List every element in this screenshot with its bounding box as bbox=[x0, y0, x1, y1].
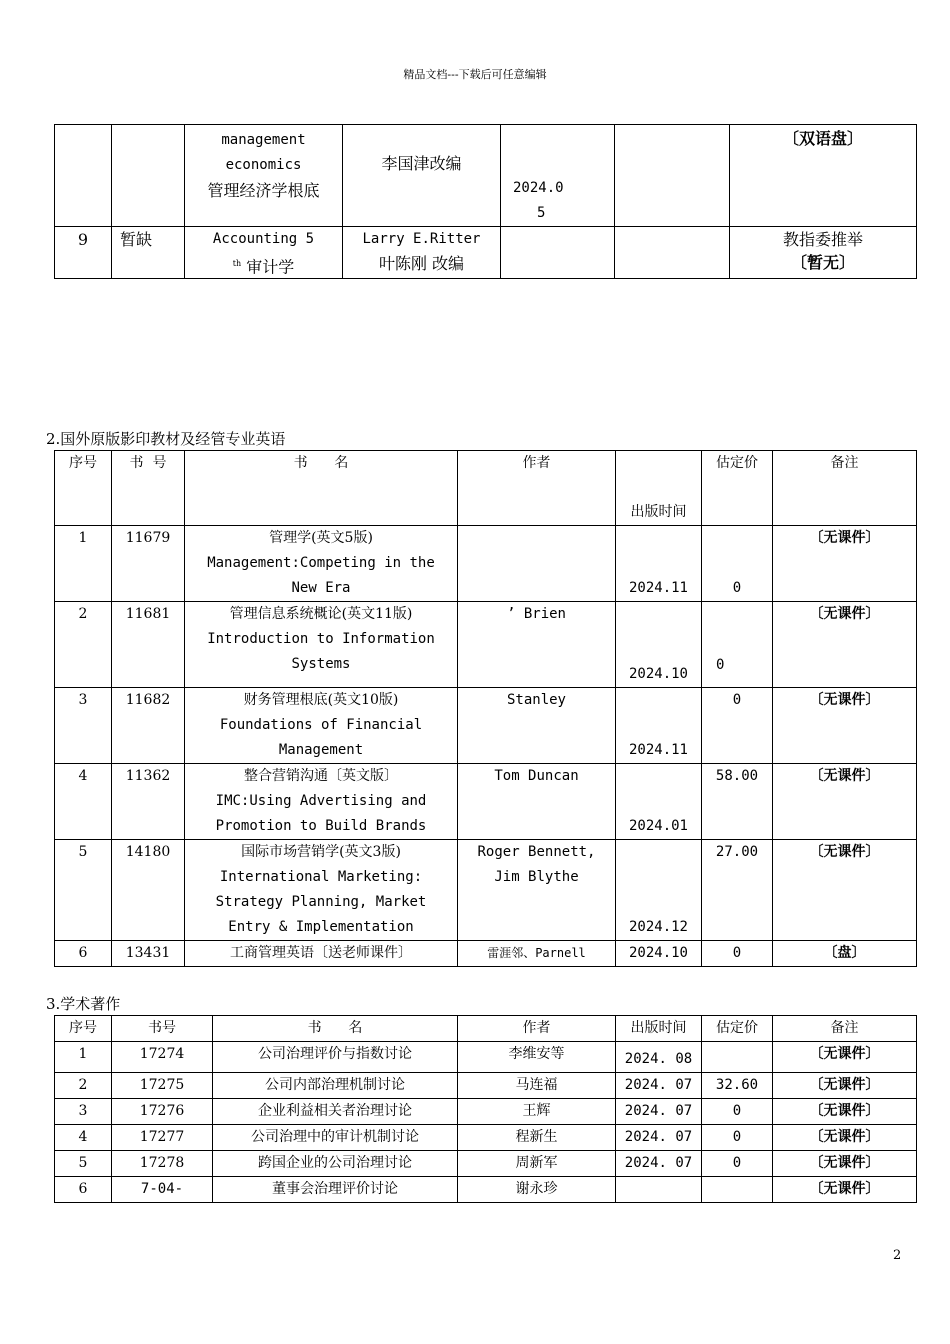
cell-author bbox=[458, 688, 616, 764]
cell-title bbox=[185, 526, 458, 602]
table-row bbox=[55, 840, 917, 941]
cell-isbn: 17274 bbox=[112, 1042, 213, 1073]
cell-date bbox=[616, 526, 702, 602]
title-cn: 财务管理根底(英文10版) bbox=[243, 692, 399, 708]
cell-price bbox=[702, 941, 773, 967]
cell-no: 6 bbox=[55, 941, 112, 967]
date-line: 2024.0 bbox=[513, 180, 564, 196]
date-text: 2024. 08 bbox=[624, 1051, 693, 1067]
isbn-text: 7-04- bbox=[140, 1181, 184, 1197]
cell-price bbox=[702, 688, 773, 764]
cell-isbn: 11679 bbox=[112, 526, 185, 602]
author-line: Larry E.Ritter bbox=[362, 231, 481, 247]
table-row bbox=[55, 125, 917, 227]
table-row bbox=[55, 1151, 917, 1177]
section-title: 2.国外原版影印教材及经管专业英语 bbox=[46, 430, 286, 448]
cell-note: 〔盘〕 bbox=[773, 941, 917, 967]
title-cn: 整合营销沟通〔英文版〕 bbox=[244, 768, 398, 784]
page-number: 2 bbox=[893, 1248, 902, 1263]
title-en: Entry & Implementation bbox=[228, 919, 414, 935]
note-line: 〔暂无〕 bbox=[790, 253, 855, 272]
title-superscript: th bbox=[232, 259, 242, 268]
cell-author: 马连福 bbox=[458, 1073, 616, 1099]
cell-title: 公司治理评价与指数讨论 bbox=[213, 1042, 458, 1073]
cell-title: 公司治理中的审计机制讨论 bbox=[213, 1125, 458, 1151]
date-text: 2024. 07 bbox=[624, 1103, 693, 1119]
cell-price bbox=[702, 1099, 773, 1125]
cell-no: 4 bbox=[55, 764, 112, 840]
cell-no: 2 bbox=[55, 602, 112, 688]
cell-date bbox=[616, 688, 702, 764]
table-row bbox=[55, 1073, 917, 1099]
cell-isbn: 11681 bbox=[112, 602, 185, 688]
header-no: 序号 bbox=[55, 451, 112, 526]
cell-note: 〔无课件〕 bbox=[773, 1042, 917, 1073]
author-text: 李国津改编 bbox=[381, 154, 462, 173]
cell-isbn: 17278 bbox=[112, 1151, 213, 1177]
header-isbn: 书 号 bbox=[112, 451, 185, 526]
cell-isbn bbox=[112, 1177, 213, 1203]
cell-date bbox=[616, 1125, 702, 1151]
section-title: 3.学术著作 bbox=[46, 995, 121, 1013]
table-row bbox=[55, 1042, 917, 1073]
cell-author bbox=[343, 125, 501, 227]
cell-no: 9 bbox=[55, 227, 112, 279]
title-cn: 管理学(英文5版) bbox=[269, 530, 373, 546]
cell-author bbox=[458, 602, 616, 688]
cell-title bbox=[185, 125, 343, 227]
note-line: 教指委推举 bbox=[782, 230, 863, 249]
author-line: 叶陈刚 改编 bbox=[378, 254, 465, 273]
cell-no: 2 bbox=[55, 1073, 112, 1099]
table-row bbox=[55, 1177, 917, 1203]
cell-date bbox=[616, 840, 702, 941]
title-en: New Era bbox=[291, 580, 351, 596]
cell-isbn: 17276 bbox=[112, 1099, 213, 1125]
cell-author: 周新军 bbox=[458, 1151, 616, 1177]
cell-isbn: 17277 bbox=[112, 1125, 213, 1151]
cell-isbn bbox=[112, 125, 185, 227]
title-en: Strategy Planning, Market bbox=[215, 894, 427, 910]
cell-author bbox=[458, 764, 616, 840]
date-text: 2024. 07 bbox=[624, 1077, 693, 1093]
table-row bbox=[55, 1099, 917, 1125]
title-text: Accounting 5 bbox=[212, 231, 315, 247]
cell-price bbox=[702, 602, 773, 688]
header-note: 备注 bbox=[773, 451, 917, 526]
cell-note: 〔无课件〕 bbox=[773, 1073, 917, 1099]
table-header-row bbox=[55, 1016, 917, 1042]
continued-book-table bbox=[54, 124, 917, 279]
price-text: 27.00 bbox=[715, 844, 759, 860]
cell-no: 3 bbox=[55, 688, 112, 764]
cell-title bbox=[185, 688, 458, 764]
title-en: Foundations of Financial bbox=[219, 717, 423, 733]
cell-isbn: 13431 bbox=[112, 941, 185, 967]
cell-title bbox=[185, 840, 458, 941]
cell-author bbox=[458, 840, 616, 941]
cell-author: 王辉 bbox=[458, 1099, 616, 1125]
note-text: 〔双语盘〕 bbox=[782, 129, 863, 148]
cell-title: 公司内部治理机制讨论 bbox=[213, 1073, 458, 1099]
header-price: 估定价 bbox=[702, 1016, 773, 1042]
cell-title: 工商管理英语〔送老师课件〕 bbox=[185, 941, 458, 967]
price-text: 0 bbox=[732, 1129, 742, 1145]
title-text: 审计学 bbox=[241, 257, 295, 277]
title-line: 管理经济学根底 bbox=[207, 181, 320, 200]
cell-date bbox=[616, 602, 702, 688]
cell-no: 3 bbox=[55, 1099, 112, 1125]
price-text: 0 bbox=[732, 945, 742, 961]
date-text: 2024.11 bbox=[628, 580, 688, 596]
cell-title bbox=[185, 227, 343, 279]
author-text: Tom Duncan bbox=[494, 768, 579, 784]
cell-price bbox=[702, 1151, 773, 1177]
date-text: 2024.01 bbox=[628, 818, 688, 834]
cell-title bbox=[185, 602, 458, 688]
cell-price bbox=[615, 125, 730, 227]
cell-note bbox=[730, 125, 917, 227]
cell-date bbox=[616, 1151, 702, 1177]
cell-price bbox=[702, 1073, 773, 1099]
cell-date bbox=[616, 764, 702, 840]
cell-author: 谢永珍 bbox=[458, 1177, 616, 1203]
header-date: 出版时间 bbox=[616, 451, 702, 526]
table-row bbox=[55, 227, 917, 279]
date-text: 2024.12 bbox=[628, 919, 688, 935]
cell-price bbox=[702, 1042, 773, 1073]
title-en: Introduction to Information bbox=[207, 631, 435, 647]
price-text: 0 bbox=[732, 1103, 742, 1119]
cell-title bbox=[185, 764, 458, 840]
cell-isbn: 14180 bbox=[112, 840, 185, 941]
title-en: International Marketing: bbox=[219, 869, 423, 885]
cell-note: 〔无课件〕 bbox=[773, 764, 917, 840]
cell-author: 程新生 bbox=[458, 1125, 616, 1151]
date-line: 5 bbox=[537, 205, 546, 221]
author-text: Stanley bbox=[506, 692, 566, 708]
cell-no: 5 bbox=[55, 1151, 112, 1177]
price-text: 0 bbox=[732, 692, 742, 708]
cell-price bbox=[702, 840, 773, 941]
page-header: 精品文档---下载后可任意编辑 bbox=[403, 68, 547, 81]
cell-note: 〔无课件〕 bbox=[773, 688, 917, 764]
cell-author bbox=[458, 941, 616, 967]
date-text: 2024.10 bbox=[628, 666, 688, 682]
title-en: Management:Competing in the bbox=[207, 555, 435, 571]
author-line: Roger Bennett, bbox=[477, 844, 596, 860]
header-note: 备注 bbox=[773, 1016, 917, 1042]
cell-title: 董事会治理评价讨论 bbox=[213, 1177, 458, 1203]
cell-no bbox=[55, 125, 112, 227]
title-line: economics bbox=[225, 157, 302, 173]
title-line bbox=[185, 252, 342, 278]
cell-no: 5 bbox=[55, 840, 112, 941]
title-en: IMC:Using Advertising and bbox=[215, 793, 427, 809]
title-cn: 国际市场营销学(英文3版) bbox=[241, 844, 401, 860]
header-title: 书 名 bbox=[185, 451, 458, 526]
header-date: 出版时间 bbox=[616, 1016, 702, 1042]
cell-note: 〔无课件〕 bbox=[773, 1177, 917, 1203]
table-row bbox=[55, 941, 917, 967]
price-text: 0 bbox=[732, 1155, 742, 1171]
header-author: 作者 bbox=[458, 1016, 616, 1042]
price-text: 32.60 bbox=[715, 1077, 759, 1093]
cell-note: 〔无课件〕 bbox=[773, 526, 917, 602]
header-title: 书 名 bbox=[213, 1016, 458, 1042]
author-text: ’ Brien bbox=[506, 606, 566, 622]
author-line: Jim Blythe bbox=[494, 869, 579, 885]
cell-title: 企业利益相关者治理讨论 bbox=[213, 1099, 458, 1125]
cell-no: 1 bbox=[55, 1042, 112, 1073]
date-text: 2024. 07 bbox=[624, 1155, 693, 1171]
cell-isbn: 暂缺 bbox=[112, 227, 185, 279]
title-line bbox=[185, 227, 342, 252]
cell-date bbox=[616, 1042, 702, 1073]
cell-note: 〔无课件〕 bbox=[773, 840, 917, 941]
title-line: management bbox=[221, 132, 306, 148]
table-row bbox=[55, 1125, 917, 1151]
table-row bbox=[55, 602, 917, 688]
date-text: 2024.10 bbox=[628, 945, 688, 961]
cell-isbn: 11682 bbox=[112, 688, 185, 764]
cell-isbn: 17275 bbox=[112, 1073, 213, 1099]
cell-title: 跨国企业的公司治理讨论 bbox=[213, 1151, 458, 1177]
cell-note: 〔无课件〕 bbox=[773, 1151, 917, 1177]
cell-note: 〔无课件〕 bbox=[773, 1099, 917, 1125]
cell-date bbox=[616, 1073, 702, 1099]
table-row bbox=[55, 526, 917, 602]
cell-price bbox=[702, 764, 773, 840]
cell-price bbox=[702, 526, 773, 602]
price-text: 0 bbox=[732, 580, 742, 596]
date-text: 2024.11 bbox=[628, 742, 688, 758]
header-isbn: 书号 bbox=[112, 1016, 213, 1042]
cell-note: 〔无课件〕 bbox=[773, 602, 917, 688]
table-row bbox=[55, 688, 917, 764]
price-text: 0 bbox=[716, 657, 725, 673]
title-cn: 管理信息系统概论(英文11版) bbox=[229, 606, 413, 622]
cell-isbn: 11362 bbox=[112, 764, 185, 840]
table-header-row bbox=[55, 451, 917, 526]
cell-no: 4 bbox=[55, 1125, 112, 1151]
cell-no: 6 bbox=[55, 1177, 112, 1203]
title-en: Systems bbox=[291, 656, 351, 672]
cell-note bbox=[730, 227, 917, 279]
cell-price bbox=[615, 227, 730, 279]
cell-author bbox=[343, 227, 501, 279]
header-no: 序号 bbox=[55, 1016, 112, 1042]
cell-author: 李维安等 bbox=[458, 1042, 616, 1073]
table-row bbox=[55, 764, 917, 840]
header-author: 作者 bbox=[458, 451, 616, 526]
author-text: 雷涯邻、Parnell bbox=[487, 946, 586, 960]
cell-price bbox=[702, 1125, 773, 1151]
academic-book-table bbox=[54, 1015, 917, 1203]
cell-no: 1 bbox=[55, 526, 112, 602]
textbook-table bbox=[54, 450, 917, 967]
price-text: 58.00 bbox=[715, 768, 759, 784]
date-text: 2024. 07 bbox=[624, 1129, 693, 1145]
cell-date bbox=[616, 941, 702, 967]
cell-author bbox=[458, 526, 616, 602]
title-en: Management bbox=[278, 742, 364, 758]
cell-date bbox=[616, 1177, 702, 1203]
cell-date bbox=[501, 227, 615, 279]
cell-price bbox=[702, 1177, 773, 1203]
header-price: 估定价 bbox=[702, 451, 773, 526]
cell-note: 〔无课件〕 bbox=[773, 1125, 917, 1151]
cell-date bbox=[501, 125, 615, 227]
title-en: Promotion to Build Brands bbox=[215, 818, 427, 834]
cell-date bbox=[616, 1099, 702, 1125]
